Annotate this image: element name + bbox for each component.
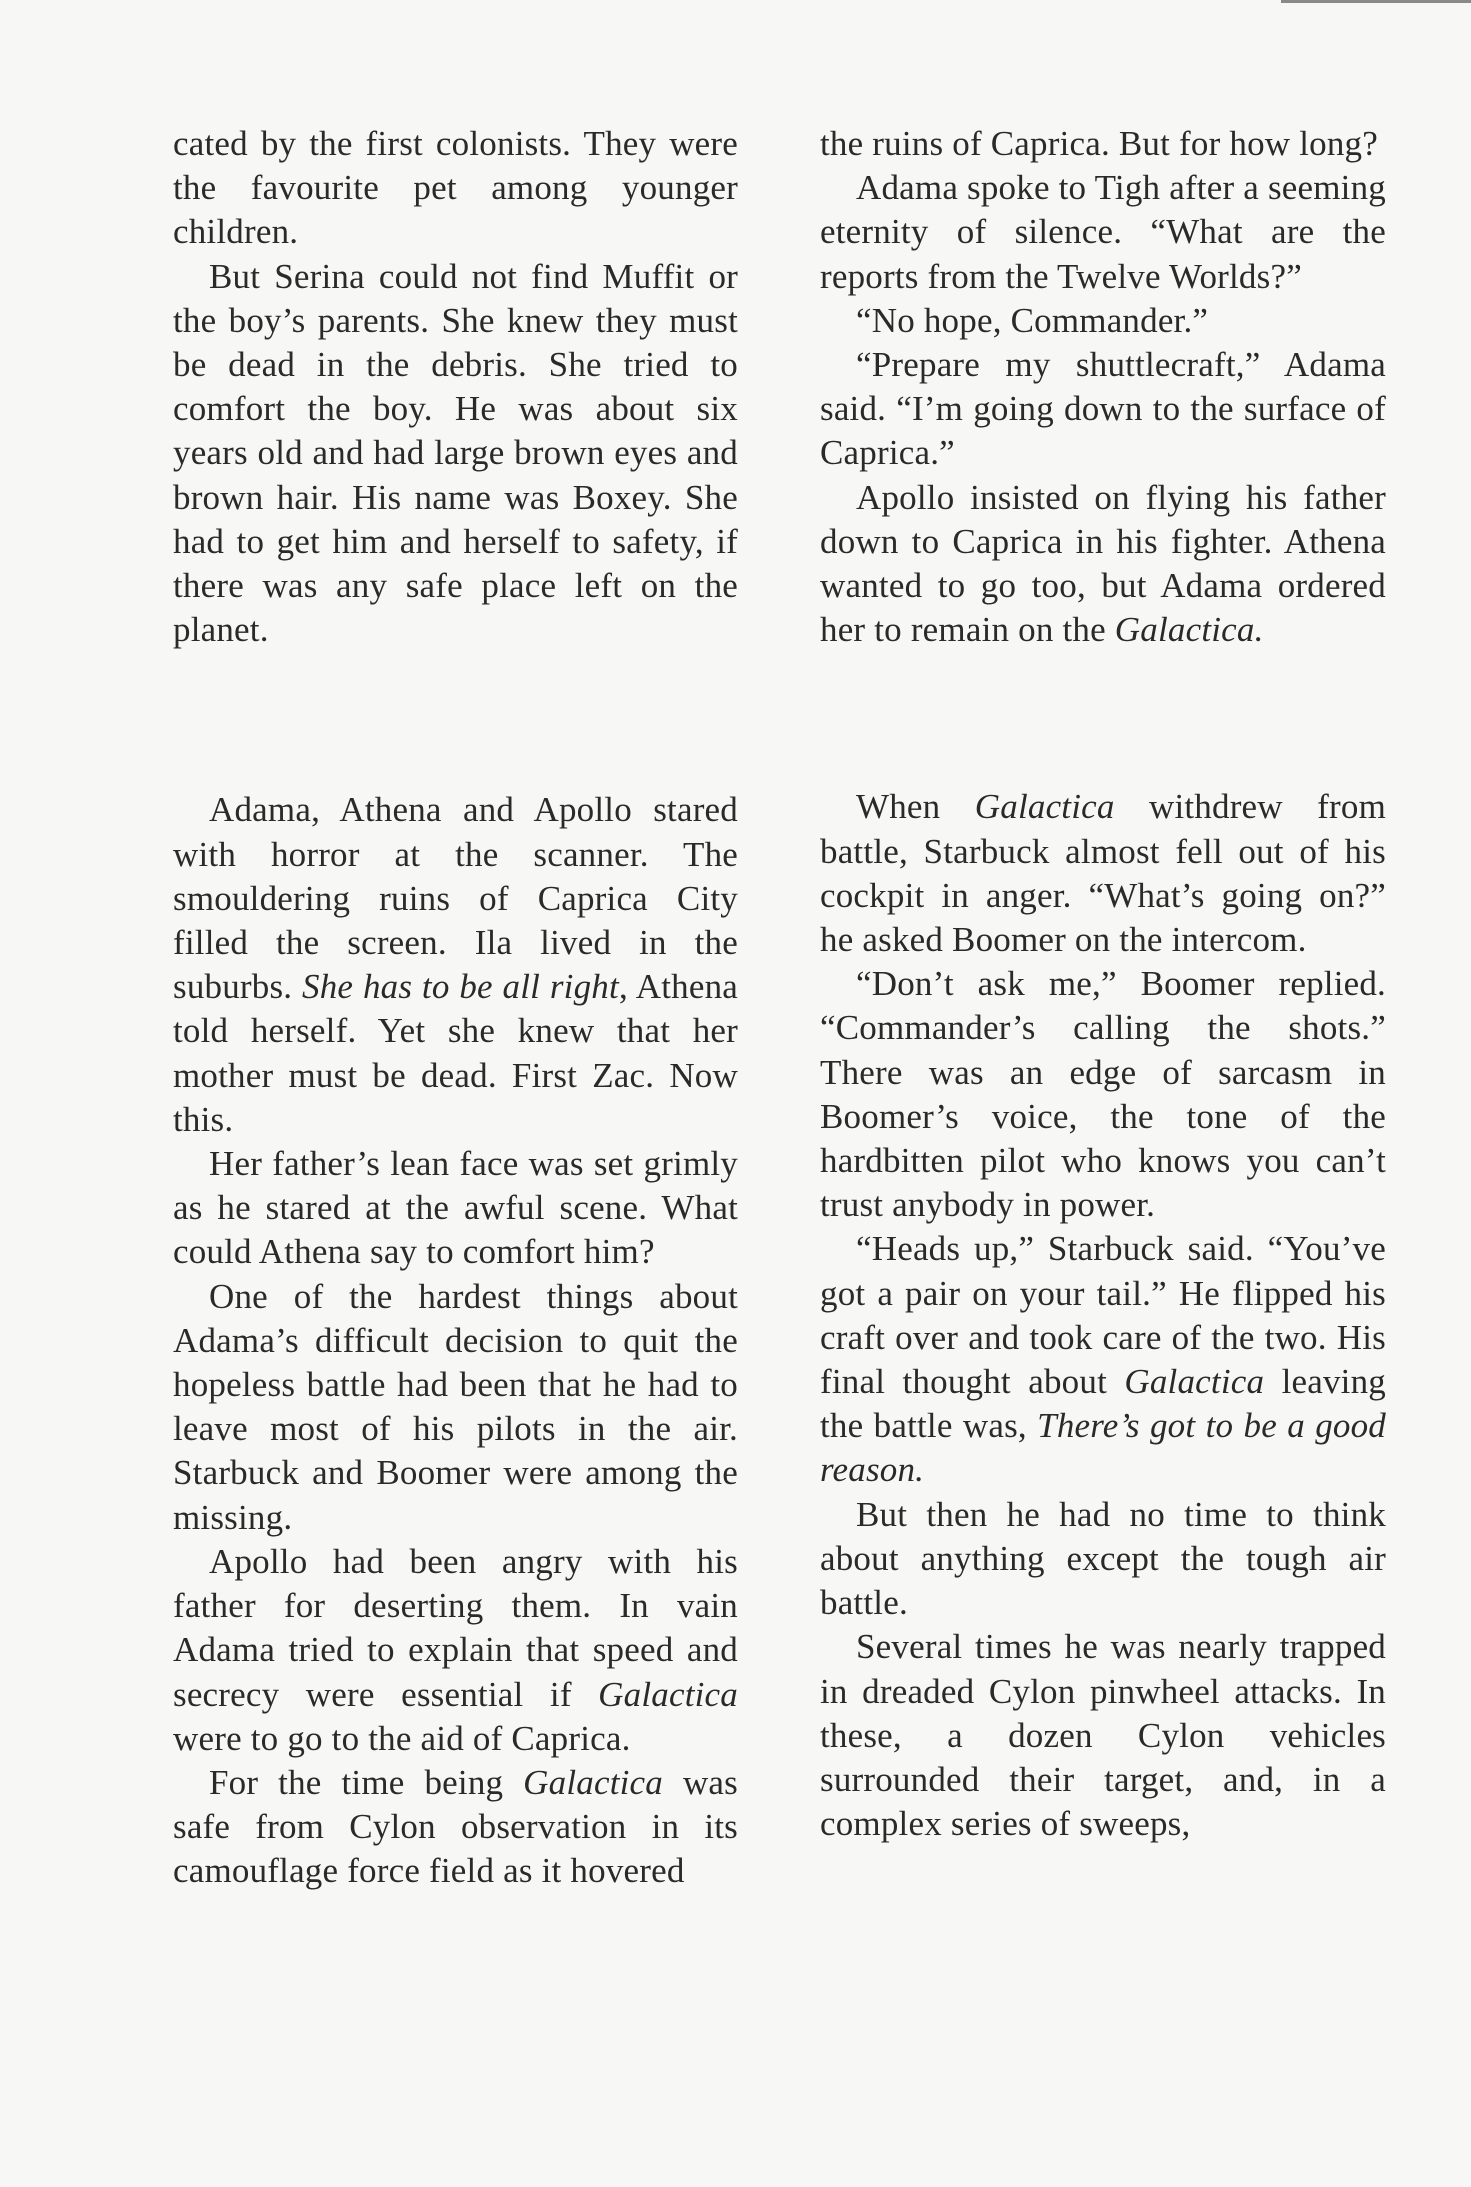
paragraph bbox=[173, 1540, 738, 1761]
paragraph: One of the hardest things about Adama’s difficult decision to quit the hopeless battle had been that he had to leave most of his pilots in the air. Starbuck and Boomer were among the missing. bbox=[173, 1276, 738, 1537]
italic-text: Galactica bbox=[974, 787, 1115, 827]
paragraph: “Don’t ask me,” Boomer replied. “Commander’s calling the shots.” There was an edge of sarcasm in Boomer’s voice, the tone of the hardbitten pilot who knows you can’t trust anybody in power. bbox=[820, 964, 1386, 1225]
paragraph: cated by the first colonists. They were the favourite pet among younger children. bbox=[173, 124, 738, 252]
section-break bbox=[173, 652, 738, 788]
italic-text: Galactica. bbox=[1114, 610, 1264, 650]
paragraph: But Serina could not find Muffit or the boy’s parents. She knew they must be dead in the debris. She tried to comfort the boy. He was about six years old and had large brown eyes and brown hair. His name was Boxey. She had to get him and herself to safety, if there was any safe place left on the planet. bbox=[173, 256, 738, 650]
paragraph bbox=[820, 1227, 1386, 1492]
text-run: leaving the battle was, bbox=[820, 1362, 1386, 1446]
paragraph: “Prepare my shuttlecraft,” Adama said. “I’m going down to the surface of Caprica.” bbox=[820, 345, 1386, 473]
text-run: withdrew from battle, Starbuck almost fell out of his cockpit in anger. “What’s going on?” he asked Boomer on the intercom. bbox=[820, 787, 1386, 960]
paragraph: Several times he was nearly trapped in dreaded Cylon pinwheel attacks. In these, a dozen Cylon vehicles surrounded their target, and, in a complex series of sweeps, bbox=[820, 1627, 1386, 1844]
text-run: was safe from Cylon observation in its camouflage force field as it hovered bbox=[173, 1762, 738, 1891]
left-column bbox=[173, 122, 738, 1894]
section-break bbox=[820, 652, 1386, 785]
italic-text: She has to be all right bbox=[302, 967, 619, 1007]
paragraph: the ruins of Caprica. But for how long? bbox=[820, 124, 1378, 163]
right-column bbox=[820, 122, 1386, 1846]
paragraph: But then he had no time to think about anything except the tough air battle. bbox=[820, 1494, 1386, 1623]
italic-text: Galactica bbox=[598, 1674, 738, 1714]
text-run: “Heads up,” Starbuck said. “You’ve got a pair on your tail.” He flipped his craft over and took care of the two. His final thought about bbox=[820, 1229, 1386, 1402]
text-run: For the time being bbox=[209, 1762, 524, 1802]
paragraph: “No hope, Commander.” bbox=[856, 300, 1209, 340]
paragraph bbox=[820, 785, 1386, 962]
text-run: , Athena told herself. Yet she knew that her mother must be dead. First Zac. Now this. bbox=[173, 967, 738, 1139]
paragraph bbox=[173, 1761, 738, 1894]
italic-text: Galactica bbox=[1124, 1362, 1265, 1402]
paragraph bbox=[173, 788, 738, 1142]
paragraph: Her father’s lean face was set grimly as he stared at the awful scene. What could Athena say to comfort him? bbox=[173, 1144, 738, 1272]
italic-text: Galactica bbox=[523, 1762, 663, 1802]
text-run: were to go to the aid of Caprica. bbox=[173, 1718, 631, 1758]
text-run: Adama, Athena and Apollo stared with horror at the scanner. The smouldering ruins of Caprica City filled the screen. Ila lived in the suburbs. bbox=[173, 790, 738, 1007]
page-edge-rule bbox=[1281, 0, 1471, 3]
paragraph bbox=[820, 476, 1386, 653]
text-run: Apollo insisted on flying his father down to Caprica in his fighter. Athena wanted to go too, but Adama ordered her to remain on the bbox=[820, 477, 1386, 650]
italic-text: There’s got to be a good reason. bbox=[820, 1406, 1386, 1490]
paragraph: Adama spoke to Tigh after a seeming eternity of silence. “What are the reports from the Twelve Worlds?” bbox=[820, 168, 1386, 296]
text-run: When bbox=[856, 787, 975, 827]
text-run: Apollo had been angry with his father for deserting them. In vain Adama tried to explain that speed and secrecy were essential if bbox=[173, 1541, 738, 1714]
